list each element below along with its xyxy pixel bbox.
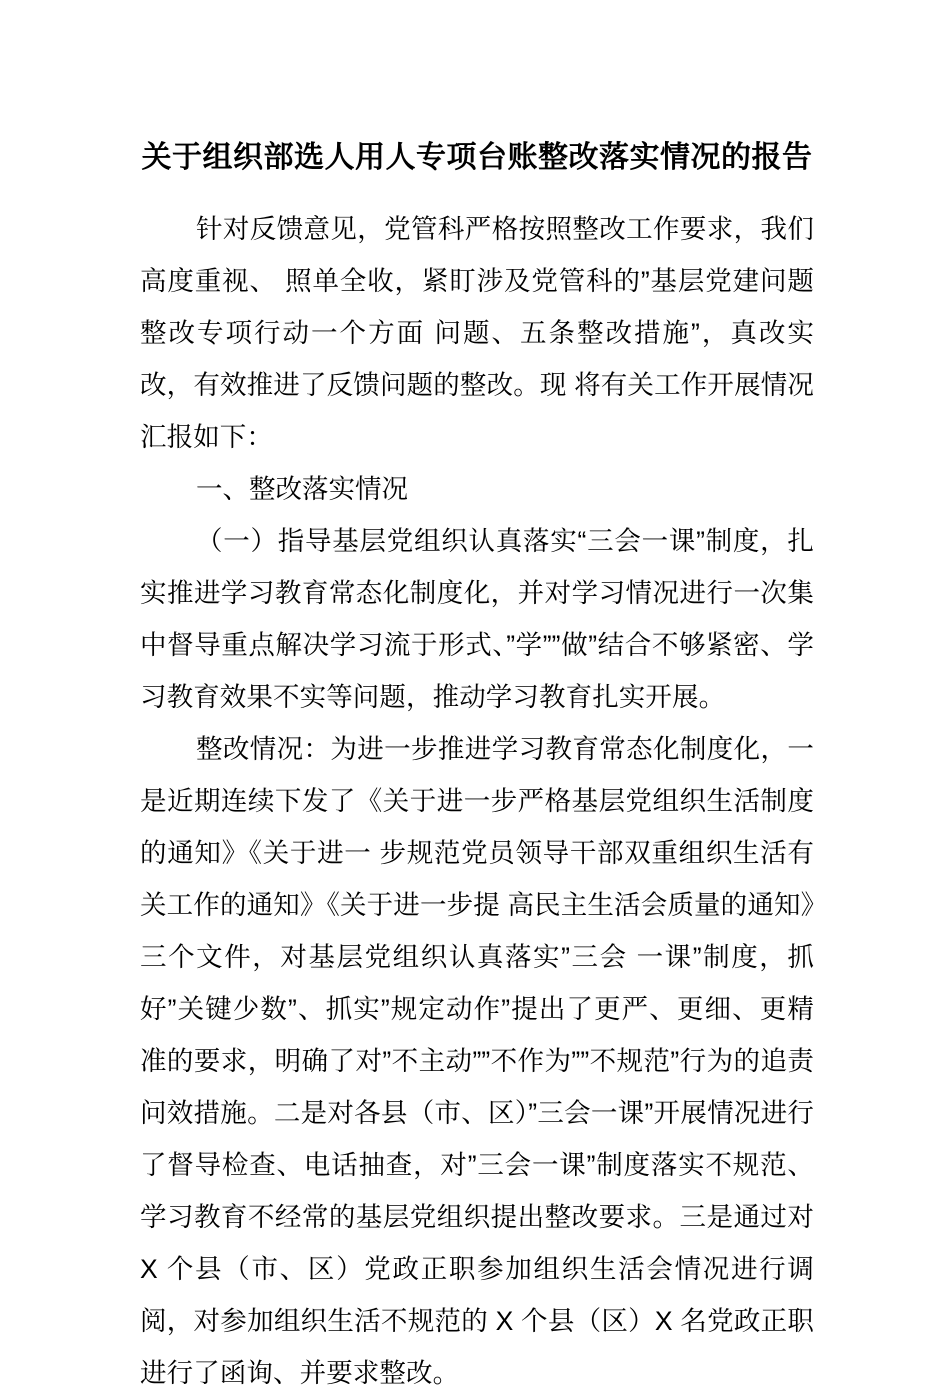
paragraph-subsection-1-1: （一）指导基层党组织认真落实“三会一课”制度，扎实推进学习教育常态化制度化，并对学习情况进行一次集中督导重点解决学习流于形式、”学””做”结合不够紧密、学习教育效果不实等问题，推动学习教育扎实开展。: [140, 526, 814, 712]
section-heading-1: 一、整改落实情况: [196, 474, 408, 504]
title-body-spacer: [140, 173, 814, 203]
document-body: [140, 0, 822, 1399]
page-title: 关于组织部选人用人专项台账整改落实情况的报告: [141, 141, 813, 174]
paragraph-rectification-status: 整改情况：为进一步推进学习教育常态化制度化，一是近期连续下发了《关于进一步严格基层党组织生活制度的通知》《关于进一 步规范党员领导干部双重组织生活有关工作的通知》《关于进一步提 高民主生活会质量的通知》三个文件，对基层党组织认真落实”三会 一课”制度，抓好”关键少数”、抓实”规定动作”提出了更严、更细、更精准的要求，明确了对”不主动””不作为””不规范”行为的追责问效措施。二是对各县（市、区）”三会一课”开展情况进行 了督导检查、电话抽查，对”三会一课”制度落实不规范、学习教育不经常的基层党组织提出整改要求。三是通过对 X 个县（市、区）党政正职参加组织生活会情况进行调阅，对参加组织生活不规范的 X 个县（区）X 名党政正职进行了函询、并要求整改。: [140, 734, 822, 1388]
paragraph-intro: 针对反馈意见，党管科严格按照整改工作要求，我们高度重视、 照单全收，紧盯涉及党管科的”基层党建问题整改专项行动一个方面 问题、五条整改措施”，真改实改，有效推进了反馈问题的整改。现 将有关工作开展情况汇报如下：: [140, 214, 814, 452]
